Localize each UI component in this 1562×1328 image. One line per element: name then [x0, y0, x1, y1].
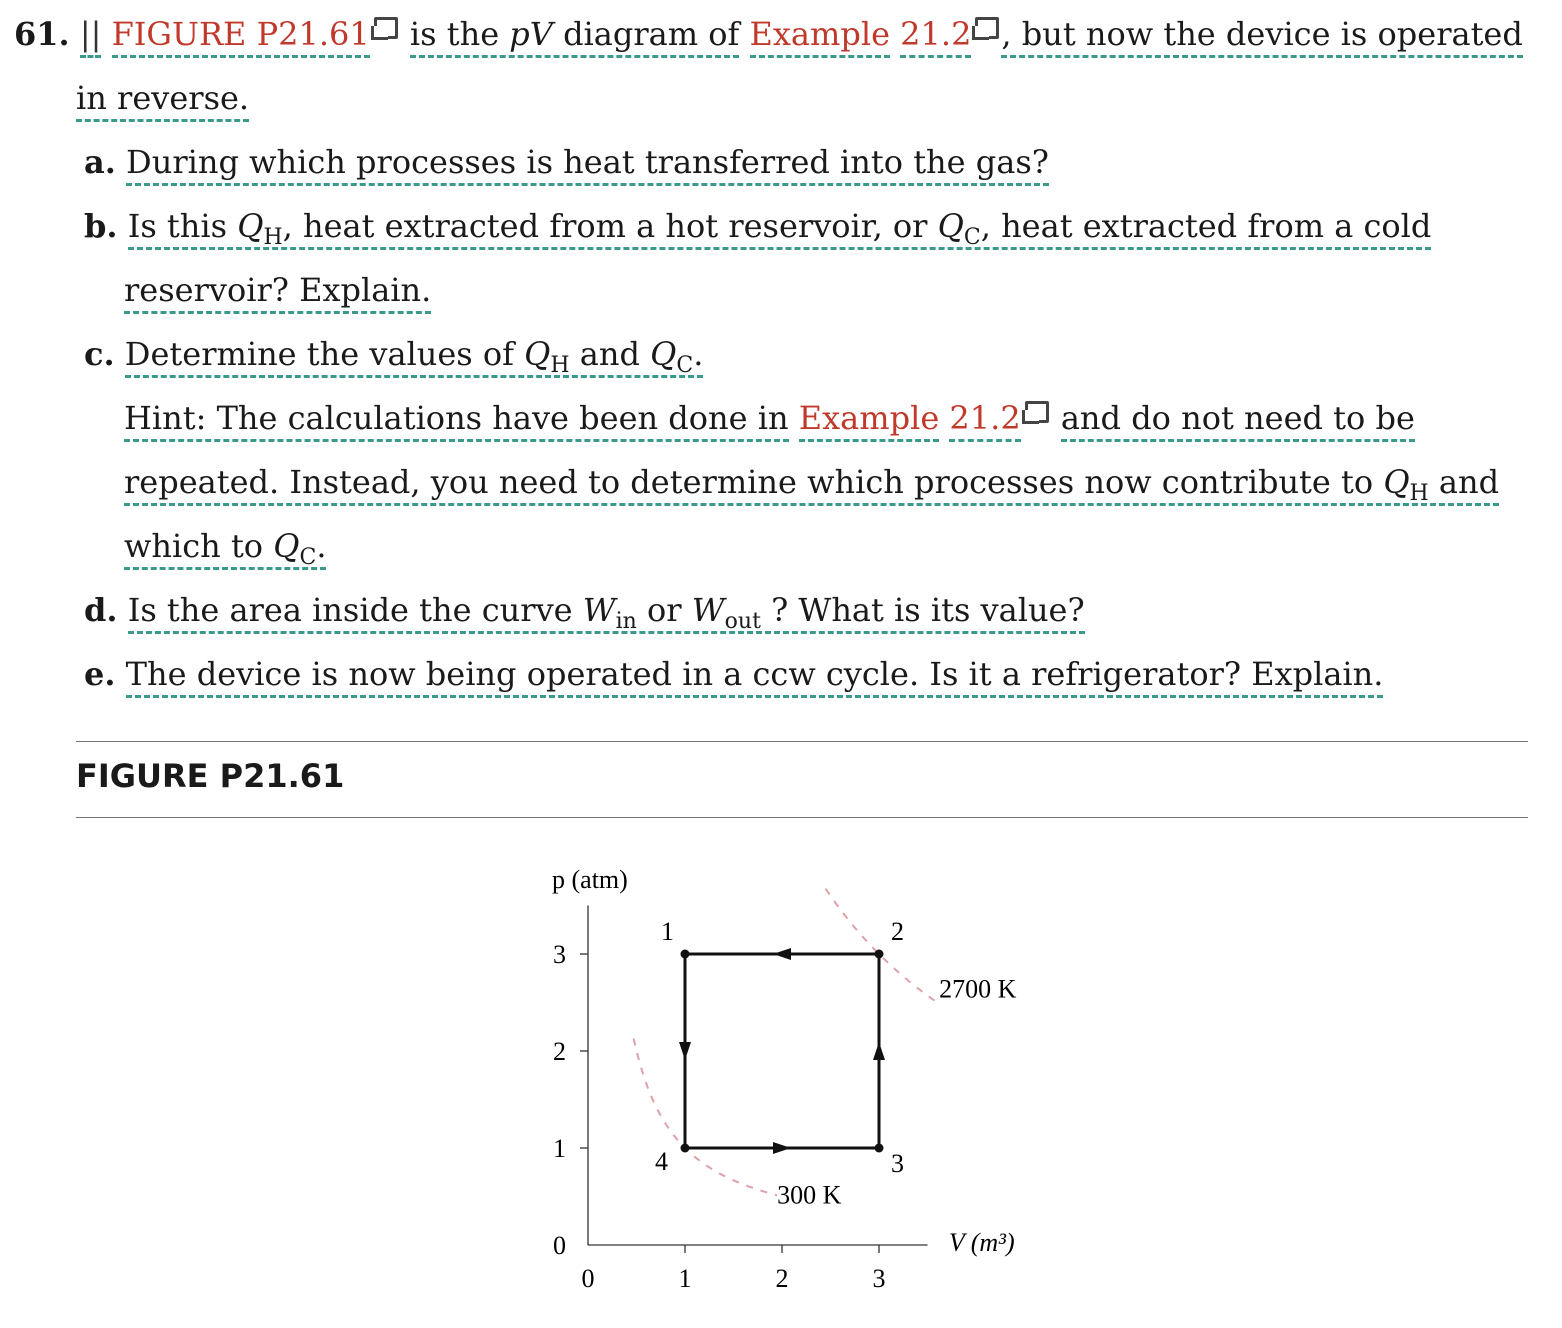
problem-number: 61.: [14, 15, 70, 53]
isotherm-curve: [634, 1039, 778, 1196]
figure-top-rule: [76, 741, 1528, 742]
y-tick-label: 1: [553, 1134, 566, 1163]
cycle-arrow-4-3: [773, 1142, 791, 1154]
figure-title: FIGURE P21.61: [76, 757, 345, 795]
part-d: d. Is the area inside the curve $W_{in}$ or $W_{out}$ ? What is its value?: [84, 591, 1085, 634]
point-label-4: 4: [655, 1147, 668, 1176]
part-d-label: d.: [84, 591, 118, 629]
isotherm-label-hot: 2700 K: [939, 974, 1017, 1004]
part-b: b. Is this $Q_H$, heat extracted from a hot reservoir, or $Q_C$, heat extracted from a cold: [84, 207, 1432, 250]
isotherm-label-cold: 300 K: [777, 1180, 842, 1210]
cycle-point-1: [681, 950, 690, 959]
y-tick-label: 2: [553, 1037, 566, 1066]
external-link-icon[interactable]: [975, 17, 999, 39]
part-a: a. During which processes is heat transferred into the gas?: [84, 142, 1049, 182]
cycle-point-4: [681, 1144, 690, 1153]
cycle-arrow-3-2: [873, 1042, 885, 1060]
hint-line-1: Hint: The calculations have been done in Example 21.2 and do not need to be: [124, 398, 1415, 438]
external-link-icon[interactable]: [1025, 401, 1049, 423]
y-tick-label: 3: [553, 940, 566, 969]
point-label-1: 1: [661, 917, 674, 946]
cycle-arrow-2-1: [773, 948, 791, 960]
cycle-point-2: [875, 950, 884, 959]
figure-bottom-rule: [76, 817, 1528, 818]
figure-link[interactable]: FIGURE P21.61: [112, 15, 370, 58]
example-number-link[interactable]: 21.2: [900, 15, 971, 58]
difficulty-marker: ||: [80, 15, 102, 58]
example-link[interactable]: Example: [750, 15, 890, 58]
x-tick-label: 0: [581, 1264, 595, 1293]
part-e: e. The device is now being operated in a ccw cycle. Is it a refrigerator? Explain.: [84, 654, 1383, 694]
part-b-cont: reservoir? Explain.: [124, 270, 431, 310]
part-c-label: c.: [84, 335, 115, 373]
point-label-3: 3: [891, 1149, 904, 1178]
hint-example-number-link[interactable]: 21.2: [949, 399, 1020, 442]
part-b-label: b.: [84, 207, 118, 245]
part-a-label: a.: [84, 143, 116, 181]
x-axis-label: V (m³): [948, 1228, 1015, 1257]
hint-line-2: repeated. Instead, you need to determine which processes now contribute to $Q_H$ and: [124, 463, 1500, 506]
x-tick-label: 3: [872, 1264, 886, 1293]
x-tick-label: 1: [678, 1264, 692, 1293]
isotherm-curve: [826, 889, 938, 1003]
pv-symbol: pV: [509, 15, 553, 53]
cycle-point-3: [875, 1144, 884, 1153]
part-c: c. Determine the values of $Q_H$ and $Q_C$.: [84, 335, 704, 378]
y-tick-label: 0: [553, 1231, 566, 1260]
x-tick-label: 2: [775, 1264, 789, 1293]
problem-line-1: 61. || FIGURE P21.61 is the pV diagram of Example 21.2 , but now the device is operated: [14, 14, 1523, 54]
hint-line-3: which to $Q_C$.: [124, 527, 327, 570]
y-axis-label: p (atm): [552, 865, 628, 895]
hint-example-link[interactable]: Example: [799, 399, 939, 442]
external-link-icon[interactable]: [374, 17, 398, 39]
problem-line-2: in reverse.: [76, 78, 249, 118]
cycle-arrow-1-4: [679, 1042, 691, 1060]
part-e-label: e.: [84, 655, 116, 693]
point-label-2: 2: [891, 917, 904, 946]
